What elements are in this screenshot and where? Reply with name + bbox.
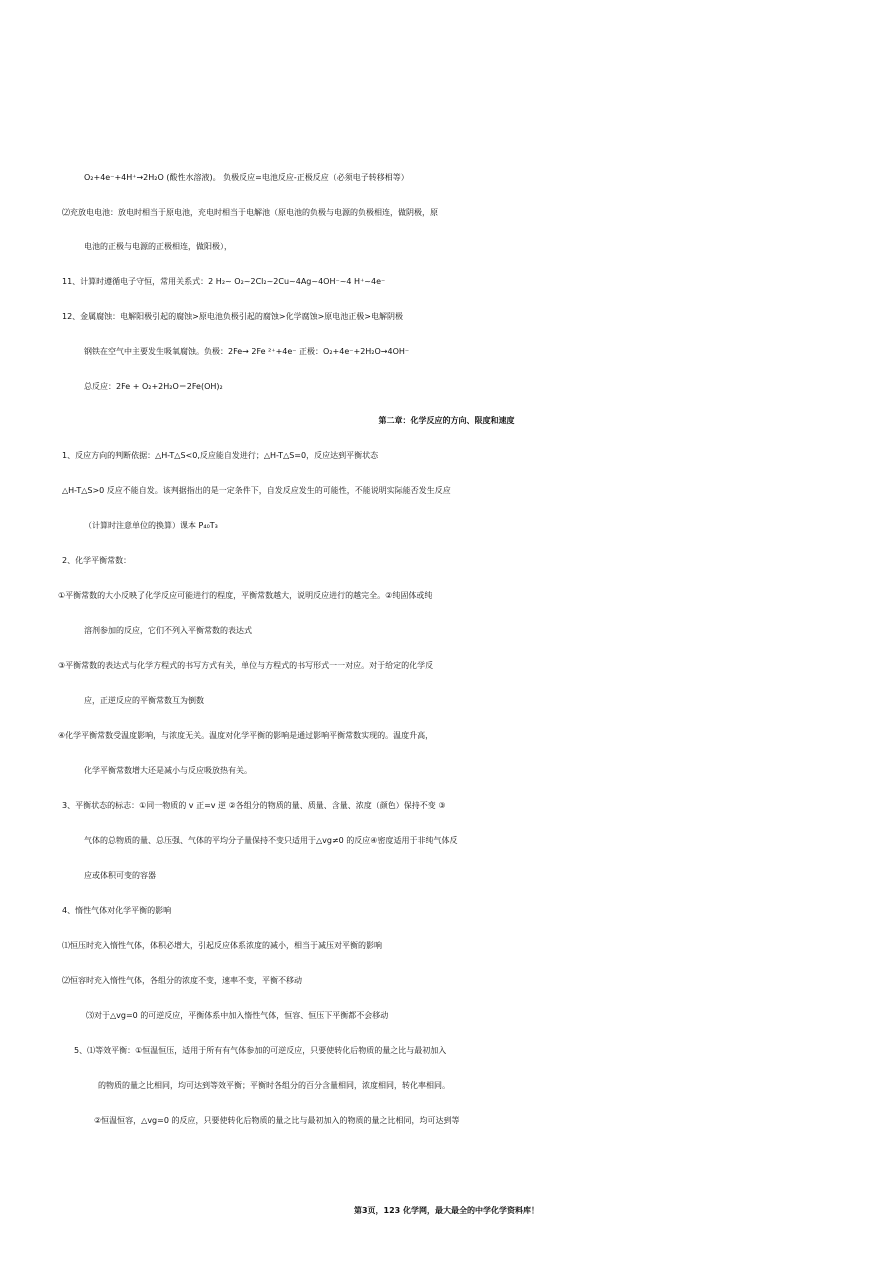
text-line: 5、⑴等效平衡：①恒温恒压，适用于所有有气体参加的可逆反应，只要使转化后物质的量之比与最初加入 xyxy=(74,1046,447,1055)
page-footer: 第3页，123 化学网，最大最全的中学化学资料库！ xyxy=(353,1206,540,1215)
text-line: 2、化学平衡常数： xyxy=(62,556,132,565)
text-line: （计算时注意单位的换算）课本 P₄₀T₃ xyxy=(84,521,218,530)
text-line: 钢铁在空气中主要发生吸氧腐蚀。负极：2Fe→ 2Fe ²⁺+4e⁻ 正极：O₂+4e⁻+2H₂O→4OH⁻ xyxy=(84,347,410,356)
text-line: 应或体积可变的容器 xyxy=(84,871,156,880)
text-line: ⑵充放电电池：放电时相当于原电池，充电时相当于电解池（原电池的负极与电源的负极相连，做阴极，原 xyxy=(62,208,438,217)
text-line: ③平衡常数的表达式与化学方程式的书写方式有关，单位与方程式的书写形式一一对应。对于给定的化学反 xyxy=(58,661,434,670)
text-line: ①平衡常数的大小反映了化学反应可能进行的程度，平衡常数越大，说明反应进行的越完全。②纯固体或纯 xyxy=(58,591,433,600)
text-line: 11、计算时遵循电子守恒，常用关系式：2 H₂~ O₂~2Cl₂~2Cu~4Ag~4OH⁻~4 H⁺~4e⁻ xyxy=(62,277,386,286)
chapter-title: 第二章：化学反应的方向、限度和速度 xyxy=(378,416,515,425)
text-line: 气体的总物质的量、总压强、气体的平均分子量保持不变只适用于△vg≠0 的反应④密度适用于非纯气体反 xyxy=(84,836,458,845)
text-line: ②恒温恒容，△vg=0 的反应，只要使转化后物质的量之比与最初加入的物质的量之比相同，均可达到等 xyxy=(94,1116,460,1125)
text-line: ⑴恒压时充入惰性气体，体积必增大，引起反应体系浓度的减小，相当于减压对平衡的影响 xyxy=(62,941,382,950)
text-line: ④化学平衡常数受温度影响，与浓度无关。温度对化学平衡的影响是通过影响平衡常数实现的。温度升高， xyxy=(58,731,434,740)
text-line: 12、金属腐蚀：电解阳极引起的腐蚀>原电池负极引起的腐蚀>化学腐蚀>原电池正极>电解阴极 xyxy=(62,312,403,321)
text-line: 溶剂参加的反应，它们不列入平衡常数的表达式 xyxy=(84,626,252,635)
text-line: 电池的正极与电源的正极相连，做阳极）， xyxy=(84,242,232,251)
text-line: ⑶对于△vg=0 的可逆反应，平衡体系中加入惰性气体，恒容、恒压下平衡都不会移动 xyxy=(86,1011,389,1020)
text-line: O₂+4e⁻+4H⁺→2H₂O (酸性水溶液)。 负极反应=电池反应-正极反应（必须电子转移相等） xyxy=(84,173,409,182)
text-line: 的物质的量之比相同，均可达到等效平衡；平衡时各组分的百分含量相同，浓度相同，转化率相同。 xyxy=(98,1081,450,1090)
text-line: 1、反应方向的判断依据：△H-T△S<0,反应能自发进行；△H-T△S=0，反应达到平衡状态 xyxy=(62,451,379,460)
text-line: 4、惰性气体对化学平衡的影响 xyxy=(62,906,172,915)
text-line: 化学平衡常数增大还是减小与反应吸放热有关。 xyxy=(84,766,252,775)
text-line: 3、平衡状态的标志：①同一物质的 v 正=v 逆 ②各组分的物质的量、质量、含量、浓度（颜色）保持不变 ③ xyxy=(62,801,446,810)
text-line: △H-T△S>0 反应不能自发。该判据指出的是一定条件下，自发反应发生的可能性，不能说明实际能否发生反应 xyxy=(62,486,451,495)
text-line: ⑵恒容时充入惰性气体，各组分的浓度不变，速率不变，平衡不移动 xyxy=(62,976,302,985)
text-line: 应，正逆反应的平衡常数互为倒数 xyxy=(84,696,204,705)
text-line: 总反应：2Fe + O₂+2H₂O＝2Fe(OH)₂ xyxy=(84,382,223,391)
